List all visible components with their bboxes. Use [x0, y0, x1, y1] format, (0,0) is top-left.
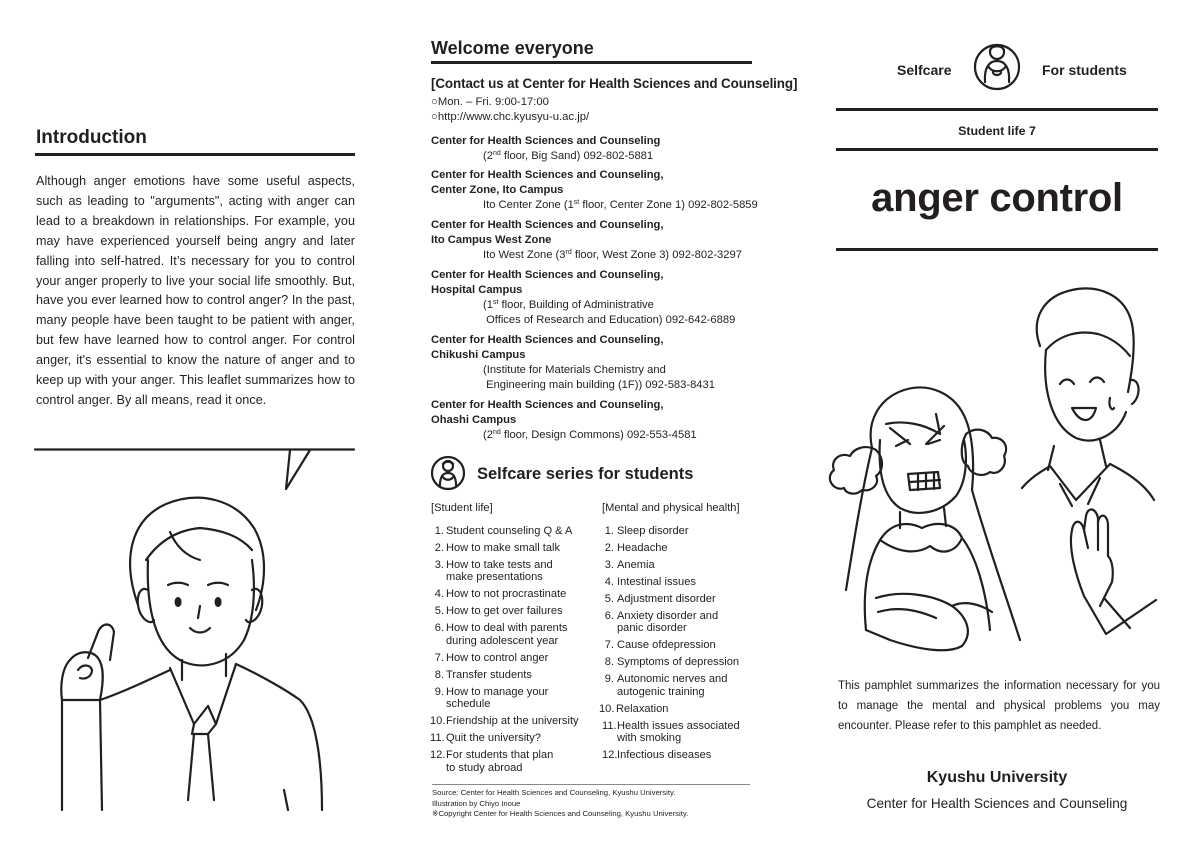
list-item[interactable]: 6. How to deal with parents during adolescent year	[434, 622, 568, 647]
illustration-credit: Illustration by Chiyo Inoue	[432, 798, 521, 808]
center-name: Center for Health Sciences and Counseling,	[431, 334, 664, 346]
center-campus: Ohashi Campus	[431, 414, 517, 426]
list-item[interactable]: 5. Adjustment disorder	[604, 593, 716, 605]
center-name: Center for Health Sciences and Counseling,	[431, 169, 664, 181]
center-address: Ito Center Zone (1st floor, Center Zone 1) 092-802-5859	[483, 199, 758, 211]
source-line: Source: Center for Health Sciences and Counseling, Kyushu University.	[432, 788, 676, 797]
student-life-number: Student life 7	[958, 124, 1036, 138]
contact-heading: [Contact us at Center for Health Sciences and Counseling]	[431, 76, 798, 91]
list-item[interactable]: 12. For students that plan to study abroad	[430, 749, 554, 774]
center-campus: Ito Campus West Zone	[431, 234, 552, 246]
center-name: Center for Health Sciences and Counseling,	[431, 269, 664, 281]
list-item[interactable]: 1. Sleep disorder	[604, 525, 689, 537]
center-address-cont: Engineering main building (1F)) 092-583-8431	[483, 379, 715, 391]
list-item[interactable]: 11. Health issues associated with smoking	[602, 719, 740, 745]
introduction-body: Although anger emotions have some useful aspects, such as leading to "arguments", acting with anger can lead to a breakdown in relationships. For example, you may have experienced yourself being angry and later falling into self-hatred. It’s necessary for you to control your anger properly to live your social life smoothly. But, have you ever learned how to control anger? In the past, many people have been taught to be patient with anger, but few have learned how to control anger. For control anger, it's essential to know the nature of anger and to keep up with your anger. This leaflet summarizes how to control anger. By all means, read it once.	[36, 174, 355, 407]
copyright-line: ※Copyright Center for Health Sciences and Counseling, Kyushu University.	[432, 809, 689, 818]
center-address: Ito West Zone (3rd floor, West Zone 3) 092-802-3297	[483, 249, 742, 261]
series-title: Selfcare series for students	[477, 465, 694, 483]
list-item[interactable]: 10. Friendship at the university	[430, 715, 579, 728]
list-item[interactable]: 7. How to control anger	[434, 651, 549, 664]
center-address-cont: Offices of Research and Education) 092-642-6889	[483, 314, 736, 326]
center-address: (Institute for Materials Chemistry and	[483, 364, 666, 376]
pamphlet-description: This pamphlet summarizes the information necessary for you to manage the mental and physical problems you may encounter. Please refer to this pamphlet as needed.	[838, 680, 1160, 732]
for-students-label: For students	[1042, 62, 1127, 78]
department-name: Center for Health Sciences and Counseling	[866, 796, 1128, 811]
website-link[interactable]: ○http://www.chc.kyusyu-u.ac.jp/	[431, 111, 590, 123]
center-address: (1st floor, Building of Administrative	[483, 299, 654, 311]
list-item[interactable]: 5. How to get over failures	[434, 605, 563, 618]
university-name: Kyushu University	[926, 769, 1068, 786]
center-address: (2nd floor, Design Commons) 092-553-4581	[483, 429, 697, 441]
list-item[interactable]: 3. How to take tests and make presentations	[434, 559, 553, 584]
list-item[interactable]: 10. Relaxation	[599, 702, 669, 715]
list-item[interactable]: 8. Transfer students	[434, 668, 532, 681]
list-item[interactable]: 7. Cause ofdepression	[604, 639, 716, 652]
introduction-title: Introduction	[36, 127, 147, 148]
list-item[interactable]: 3. Anemia	[604, 559, 655, 571]
office-hours: ○Mon. – Fri. 9:00-17:00	[431, 96, 549, 108]
list-item[interactable]: 9. How to manage your schedule	[434, 685, 549, 711]
list-item[interactable]: 6. Anxiety disorder and panic disorder	[604, 610, 719, 635]
student-life-heading: [Student life]	[431, 502, 493, 514]
list-item[interactable]: 1. Student counseling Q & A	[434, 525, 573, 537]
center-campus: Chikushi Campus	[431, 349, 526, 361]
welcome-title: Welcome everyone	[431, 38, 594, 58]
center-name: Center for Health Sciences and Counseling,	[431, 399, 664, 411]
center-name: Center for Health Sciences and Counseling	[431, 135, 661, 147]
center-campus: Center Zone, Ito Campus	[431, 184, 564, 196]
center-address: (2nd floor, Big Sand) 092-802-5881	[483, 150, 654, 162]
list-item[interactable]: 2. Headache	[604, 542, 668, 554]
cover-title: anger control	[871, 176, 1123, 220]
list-item[interactable]: 2. How to make small talk	[434, 542, 561, 554]
list-item[interactable]: 11. Quit the university?	[430, 732, 541, 745]
list-item[interactable]: 9. Autonomic nerves and autogenic training	[604, 673, 728, 698]
list-item[interactable]: 4. How to not procrastinate	[434, 588, 567, 601]
center-name: Center for Health Sciences and Counseling,	[431, 219, 664, 231]
list-item[interactable]: 12. Infectious diseases	[602, 749, 712, 762]
mental-physical-heading: [Mental and physical health]	[602, 502, 740, 514]
center-campus: Hospital Campus	[431, 284, 523, 296]
list-item[interactable]: 8. Symptoms of depression	[604, 656, 740, 669]
selfcare-label: Selfcare	[897, 62, 952, 78]
list-item[interactable]: 4. Intestinal issues	[604, 576, 696, 588]
